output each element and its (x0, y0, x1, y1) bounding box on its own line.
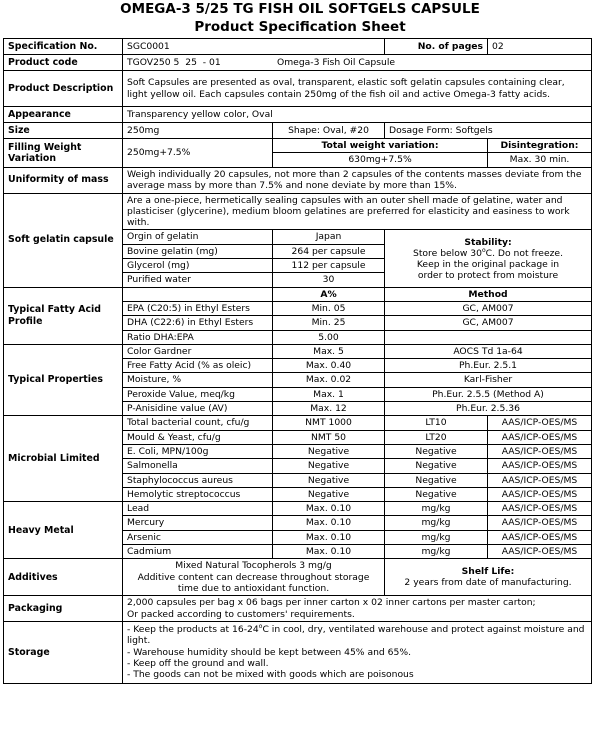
softgel-item-value: 112 per capsule (273, 259, 385, 273)
typical-item-name: Peroxide Value, meq/kg (123, 387, 273, 401)
size-label: Size (4, 123, 123, 139)
product-code-value: TGOV250 5 25 - 01 (127, 56, 221, 68)
microbial-item-name: Total bacterial count, cfu/g (123, 416, 273, 430)
typical-item-name: Color Gardner (123, 344, 273, 358)
heavy-label: Heavy Metal (4, 502, 123, 559)
microbial-item-result: Negative (385, 487, 488, 501)
typical-item-method: Ph.Eur. 2.5.5 (Method A) (385, 387, 592, 401)
size-dosage: Dosage Form: Softgels (385, 123, 592, 139)
disintegration-label: Disintegration: (488, 139, 592, 153)
stability-cell (385, 230, 592, 287)
storage-text-1a: - Keep the products at 16-24 (127, 624, 259, 636)
softgel-item-name: Orgin of gelatin (123, 230, 273, 244)
heavy-item-value: Max. 0.10 (273, 545, 385, 559)
microbial-item-method: AAS/ICP-OES/MS (488, 487, 592, 501)
fatty-item-value: 5.00 (273, 330, 385, 344)
spec-table (3, 38, 592, 684)
storage-label: Storage (4, 621, 123, 683)
description-label: Product Description (4, 71, 123, 107)
typical-item-value: Max. 12 (273, 402, 385, 416)
heavy-item-method: AAS/ICP-OES/MS (488, 516, 592, 530)
storage-cell (123, 621, 592, 683)
heavy-item-name: Lead (123, 502, 273, 516)
typical-item-name: Free Fatty Acid (% as oleic) (123, 359, 273, 373)
softgel-item-name: Purified water (123, 273, 273, 287)
filling-value: 250mg+7.5% (123, 139, 273, 168)
typical-label: Typical Properties (4, 344, 123, 415)
microbial-item-method: AAS/ICP-OES/MS (488, 473, 592, 487)
heavy-item-name: Cadmium (123, 545, 273, 559)
typical-item-name: Moisture, % (123, 373, 273, 387)
microbial-item-result: LT20 (385, 430, 488, 444)
heavy-item-unit: mg/kg (385, 545, 488, 559)
heavy-item-unit: mg/kg (385, 502, 488, 516)
size-shape: Shape: Oval, #20 (273, 123, 385, 139)
storage-line-2: - Warehouse humidity should be kept between 45% and 65%. (127, 646, 412, 658)
pages-label: No. of pages (385, 39, 488, 55)
heavy-item-method: AAS/ICP-OES/MS (488, 545, 592, 559)
typical-item-value: Max. 1 (273, 387, 385, 401)
softgel-row (4, 193, 592, 230)
fatty-header-blank (123, 287, 273, 301)
fatty-item-method: GC, AM007 (385, 316, 592, 330)
heavy-item-value: Max. 0.10 (273, 530, 385, 544)
microbial-item-name: Salmonella (123, 459, 273, 473)
appearance-text: Transparency yellow color, Oval (123, 107, 592, 123)
filling-row-1 (4, 139, 592, 153)
filling-label: Filling Weight Variation (4, 139, 123, 168)
stability-line-3: order to protect from moisture (417, 269, 559, 281)
product-code-cell (123, 55, 592, 71)
fatty-item-value: Min. 05 (273, 301, 385, 315)
typical-item-method: AOCS Td 1a-64 (385, 344, 592, 358)
typical-item-name: P-Anisidine value (AV) (123, 402, 273, 416)
softgel-item-value: 30 (273, 273, 385, 287)
softgel-text: Are a one-piece, hermetically sealing capsules with an outer shell made of gelatine, water and plasticiser (glycerine), medium bloom gelatines are preferred for elasticity and easiness to work with. (123, 193, 592, 230)
size-value: 250mg (123, 123, 273, 139)
stability-line-1 (389, 248, 587, 259)
stability-label: Stability: (464, 236, 512, 248)
microbial-item-result: Negative (385, 444, 488, 458)
storage-degree: o (258, 622, 263, 630)
fatty-header-row (4, 287, 592, 301)
packaging-line-1: 2,000 capsules per bag x 06 bags per inner carton x 02 inner cartons per master carton; (127, 597, 536, 609)
microbial-item-value: Negative (273, 487, 385, 501)
additives-line-2: Additive content can decrease throughout storage time due to antioxidant function. (137, 571, 370, 594)
typical-item-method: Ph.Eur. 2.5.1 (385, 359, 592, 373)
uniformity-label: Uniformity of mass (4, 167, 123, 193)
fatty-item-name: DHA (C22:6) in Ethyl Esters (123, 316, 273, 330)
packaging-row (4, 596, 592, 622)
typical-item-method: Karl-Fisher (385, 373, 592, 387)
fatty-item-method (385, 330, 592, 344)
storage-line-3: - Keep off the ground and wall. (127, 657, 269, 669)
heavy-item-method: AAS/ICP-OES/MS (488, 502, 592, 516)
packaging-label: Packaging (4, 596, 123, 622)
typical-item-value: Max. 0.40 (273, 359, 385, 373)
heavy-item-name: Arsenic (123, 530, 273, 544)
description-text: Soft Capsules are presented as oval, transparent, elastic soft gelatin capsules containing clear, light yellow oil. Each capsules contain 250mg of the fish oil and active Omega-3 fatty acids. (123, 71, 592, 107)
fatty-item-name: Ratio DHA:EPA (123, 330, 273, 344)
microbial-item-result: LT10 (385, 416, 488, 430)
heavy-item-unit: mg/kg (385, 516, 488, 530)
shelf-life-text: 2 years from date of manufacturing. (404, 577, 572, 589)
total-weight-label: Total weight variation: (273, 139, 488, 153)
typical-item-value: Max. 0.02 (273, 373, 385, 387)
microbial-item-method: AAS/ICP-OES/MS (488, 459, 592, 473)
fatty-item-value: Min. 25 (273, 316, 385, 330)
header (0, 0, 600, 36)
microbial-item-value: Negative (273, 459, 385, 473)
product-code-label: Product code (4, 55, 123, 71)
microbial-item-value: NMT 50 (273, 430, 385, 444)
fatty-col-a: A% (273, 287, 385, 301)
total-weight-value: 630mg+7.5% (273, 153, 488, 167)
softgel-item-value: 264 per capsule (273, 244, 385, 258)
stability-text-1a: Store below 30 (412, 247, 482, 259)
disintegration-value: Max. 30 min. (488, 153, 592, 167)
microbial-item-value: Negative (273, 473, 385, 487)
fatty-item-name: EPA (C20:5) in Ethyl Esters (123, 301, 273, 315)
additives-label: Additives (4, 559, 123, 596)
spec-no-label: Specification No. (4, 39, 123, 55)
spec-no-row (4, 39, 592, 55)
pages-value: 02 (488, 39, 592, 55)
additives-row (4, 559, 592, 596)
document-subtitle: Product Specification Sheet (194, 19, 406, 35)
microbial-item-name: E. Coli, MPN/100g (123, 444, 273, 458)
microbial-item-method: AAS/ICP-OES/MS (488, 430, 592, 444)
heavy-item-value: Max. 0.10 (273, 502, 385, 516)
microbial-item-value: Negative (273, 444, 385, 458)
microbial-item-method: AAS/ICP-OES/MS (488, 416, 592, 430)
typical-row (4, 344, 592, 358)
description-row (4, 71, 592, 107)
shelf-life-cell (385, 559, 592, 596)
microbial-item-value: NMT 1000 (273, 416, 385, 430)
uniformity-text: Weigh individually 20 capsules, not more than 2 capsules of the contents masses deviate from the average mass by more than 7.5% and none deviate by more than 15%. (123, 167, 592, 193)
fatty-col-method: Method (385, 287, 592, 301)
softgel-item-name: Glycerol (mg) (123, 259, 273, 273)
shelf-life-label: Shelf Life: (461, 565, 515, 577)
fatty-label: Typical Fatty Acid Profile (4, 287, 123, 344)
product-code-row (4, 55, 592, 71)
heavy-item-name: Mercury (123, 516, 273, 530)
packaging-cell (123, 596, 592, 622)
microbial-row (4, 416, 592, 430)
packaging-line-2: Or packed according to customers' requirements. (127, 608, 355, 620)
stability-degree: o (481, 246, 486, 254)
microbial-label: Microbial Limited (4, 416, 123, 502)
size-row (4, 123, 592, 139)
storage-line-4: - The goods can not be mixed with goods which are poisonous (127, 669, 414, 681)
appearance-row (4, 107, 592, 123)
spec-no-value: SGC0001 (123, 39, 385, 55)
microbial-item-name: Mould & Yeast, cfu/g (123, 430, 273, 444)
additives-line-1: Mixed Natural Tocopherols 3 mg/g (175, 560, 332, 572)
storage-row (4, 621, 592, 683)
stability-text-1b: C. Do not freeze. (485, 247, 564, 259)
document-title: OMEGA-3 5/25 TG FISH OIL SOFTGELS CAPSULE (120, 1, 480, 17)
softgel-item-value: Japan (273, 230, 385, 244)
additives-cell (123, 559, 385, 596)
product-name-value: Omega-3 Fish Oil Capsule (277, 56, 396, 68)
softgel-label: Soft gelatin capsule (4, 193, 123, 287)
storage-text-1b: C in cool, dry, ventilated warehouse and protect against moisture and light. (127, 624, 585, 647)
microbial-item-name: Hemolytic streptococcus (123, 487, 273, 501)
microbial-item-method: AAS/ICP-OES/MS (488, 444, 592, 458)
typical-item-value: Max. 5 (273, 344, 385, 358)
stability-line-2: Keep in the original package in (416, 258, 560, 270)
microbial-item-result: Negative (385, 473, 488, 487)
heavy-item-method: AAS/ICP-OES/MS (488, 530, 592, 544)
fatty-item-method: GC, AM007 (385, 301, 592, 315)
uniformity-row (4, 167, 592, 193)
appearance-label: Appearance (4, 107, 123, 123)
microbial-item-result: Negative (385, 459, 488, 473)
heavy-item-unit: mg/kg (385, 530, 488, 544)
softgel-item-name: Bovine gelatin (mg) (123, 244, 273, 258)
storage-line-1 (127, 624, 587, 647)
typical-item-method: Ph.Eur. 2.5.36 (385, 402, 592, 416)
heavy-row (4, 502, 592, 516)
microbial-item-name: Staphylococcus aureus (123, 473, 273, 487)
heavy-item-value: Max. 0.10 (273, 516, 385, 530)
